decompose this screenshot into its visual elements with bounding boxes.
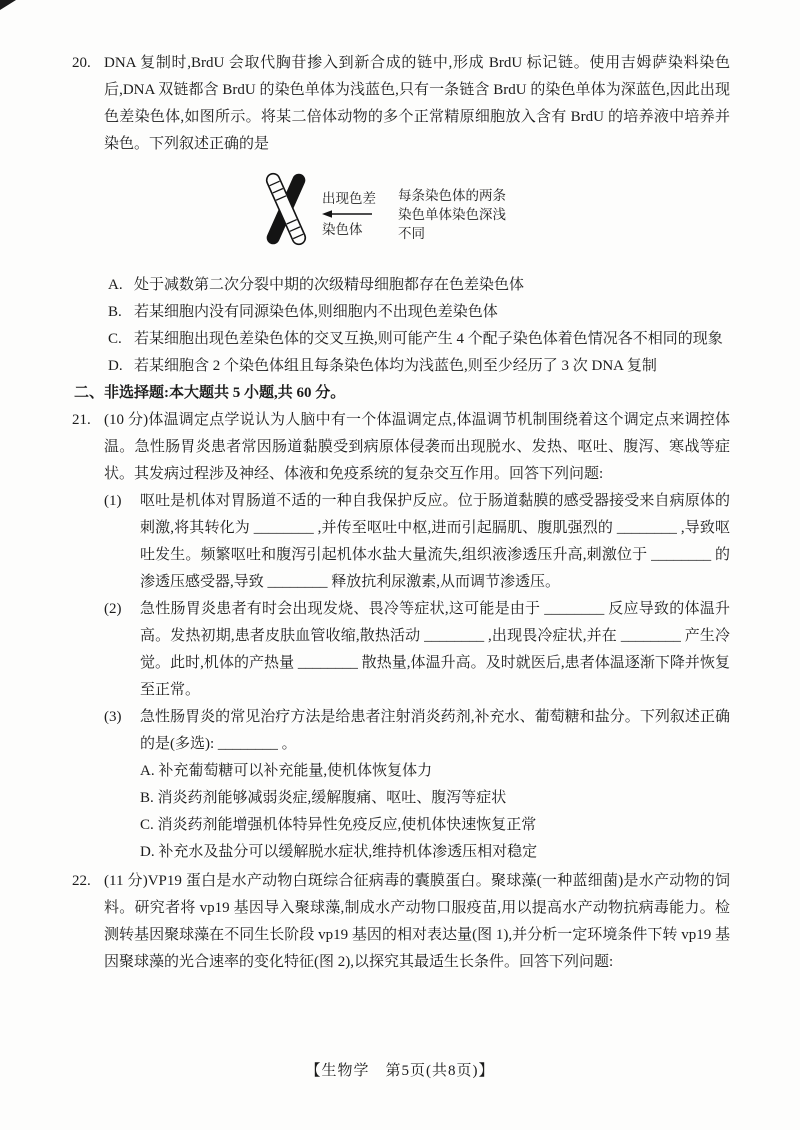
part-text: 急性肠胃炎患者有时会出现发烧、畏冷等症状,这可能是由于 ________ 反应导致的体温升高。发热初期,患者皮肤血管收缩,散热活动 ________ ,出现畏冷症状,并在 ________ 产生冷觉。此时,机体的产热量 ________ 散热量,体温升高。及时就医后,患者体温逐渐下降并恢复至正常。 bbox=[140, 601, 730, 698]
sub-option-c: C. 消炎药剂能增强机体特异性免疫反应,使机体快速恢复正常 bbox=[140, 817, 537, 833]
option-text: 若某细胞内没有同源染色体,则细胞内不出现色差染色体 bbox=[134, 304, 498, 320]
chromosome-illustration bbox=[254, 168, 318, 260]
question-20-body bbox=[104, 50, 730, 380]
part-text: 急性肠胃炎的常见治疗方法是给患者注射消炎药剂,补充水、葡萄糖和盐分。下列叙述正确的是(多选): ________ 。 bbox=[140, 709, 730, 752]
part-label: (3) bbox=[104, 709, 122, 725]
question-21-stem: (10 分)体温调定点学说认为人脑中有一个体温调定点,体温调节机制围绕着这个调定点来调控体温。急性肠胃炎患者常因肠道黏膜受到病原体侵袭而出现脱水、发热、呕吐、腹泻、寒战等症状。其发病过程涉及神经、体液和免疫系统的复杂交互作用。回答下列问题: bbox=[104, 412, 730, 482]
option-label: A. bbox=[108, 277, 123, 293]
option-label: D. bbox=[108, 358, 123, 374]
figure-caption bbox=[398, 186, 506, 243]
figure-label-bottom: 染色体 bbox=[322, 222, 363, 237]
question-22-body bbox=[104, 868, 730, 976]
option-row-a bbox=[108, 272, 730, 299]
question-22-number: 22. bbox=[72, 873, 91, 889]
q20-options bbox=[108, 272, 730, 380]
option-text: 处于减数第二次分裂中期的次级精母细胞都存在色差染色体 bbox=[134, 277, 525, 293]
sub-option-b: B. 消炎药剂能够减弱炎症,缓解腹痛、呕吐、腹泻等症状 bbox=[140, 790, 507, 806]
question-20-stem: DNA 复制时,BrdU 会取代胸苷掺入到新合成的链中,形成 BrdU 标记链。使用吉姆萨染料染色后,DNA 双链都含 BrdU 的染色单体为浅蓝色,只有一条链含 BrdU 的染色单体为深蓝色,因此出现色差染色体,如图所示。将某二倍体动物的多个正常精原细胞放入含有 BrdU 的培养液中培养并染色。下列叙述正确的是 bbox=[104, 55, 730, 152]
question-21 bbox=[72, 407, 730, 866]
left-arrow-icon bbox=[322, 209, 374, 219]
option-text: 若某细胞出现色差染色体的交叉互换,则可能产生 4 个配子染色体着色情况各不相同的现象 bbox=[134, 331, 723, 347]
question-20 bbox=[72, 50, 730, 380]
q20-figure bbox=[254, 168, 730, 260]
question-21-number: 21. bbox=[72, 412, 91, 428]
option-row-c bbox=[108, 326, 730, 353]
question-22 bbox=[72, 868, 730, 976]
q21-part-1 bbox=[104, 488, 730, 596]
figure-caption-line: 不同 bbox=[398, 225, 425, 241]
sub-option-a: A. 补充葡萄糖可以补充能量,使机体恢复体力 bbox=[140, 763, 433, 779]
q21-sub-options bbox=[140, 758, 730, 866]
section-2-heading: 二、非选择题:本大题共 5 小题,共 60 分。 bbox=[74, 385, 346, 401]
figure-caption-line: 染色单体染色深浅 bbox=[398, 206, 506, 222]
option-label: C. bbox=[108, 331, 122, 347]
chromosome-icon bbox=[254, 168, 318, 250]
q21-part-3 bbox=[104, 704, 730, 758]
scan-artifact bbox=[0, 0, 16, 10]
part-label: (2) bbox=[104, 601, 122, 617]
question-20-number: 20. bbox=[72, 55, 91, 71]
question-22-stem: (11 分)VP19 蛋白是水产动物白斑综合征病毒的囊膜蛋白。聚球藻(一种蓝细菌)是水产动物的饲料。研究者将 vp19 基因导入聚球藻,制成水产动物口服疫苗,用以提高水产动物抗病毒能力。检测转基因聚球藻在不同生长阶段 vp19 基因的相对表达量(图 1),并分析一定环境条件下转 vp19 基因聚球藻的光合速率的变化特征(图 2),以探究其最适生长条件。回答下列问题: bbox=[104, 873, 730, 970]
option-row-d bbox=[108, 353, 730, 380]
option-row-b bbox=[108, 299, 730, 326]
part-text: 呕吐是机体对胃肠道不适的一种自我保护反应。位于肠道黏膜的感受器接受来自病原体的刺激,将其转化为 ________ ,并传至呕吐中枢,进而引起膈肌、腹肌强烈的 ________ ,导致呕吐发生。频繁呕吐和腹泻引起机体水盐大量流失,组织液渗透压升高,刺激位于 ________ 的渗透压感受器,导致 ________ 释放抗利尿激素,从而调节渗透压。 bbox=[140, 493, 730, 590]
sub-option-d: D. 补充水及盐分可以缓解脱水症状,维持机体渗透压相对稳定 bbox=[140, 844, 538, 860]
part-label: (1) bbox=[104, 493, 122, 509]
option-text: 若某细胞含 2 个染色体组且每条染色体均为浅蓝色,则至少经历了 3 次 DNA 复制 bbox=[134, 358, 657, 374]
page-footer: 【生物学 第5页(共8页)】 bbox=[305, 1063, 495, 1079]
question-21-body bbox=[104, 407, 730, 866]
figure-label-top: 出现色差 bbox=[322, 191, 376, 206]
figure-pointer-labels bbox=[322, 190, 376, 238]
option-label: B. bbox=[108, 304, 122, 320]
q21-part-2 bbox=[104, 596, 730, 704]
figure-caption-line: 每条染色体的两条 bbox=[398, 187, 506, 203]
